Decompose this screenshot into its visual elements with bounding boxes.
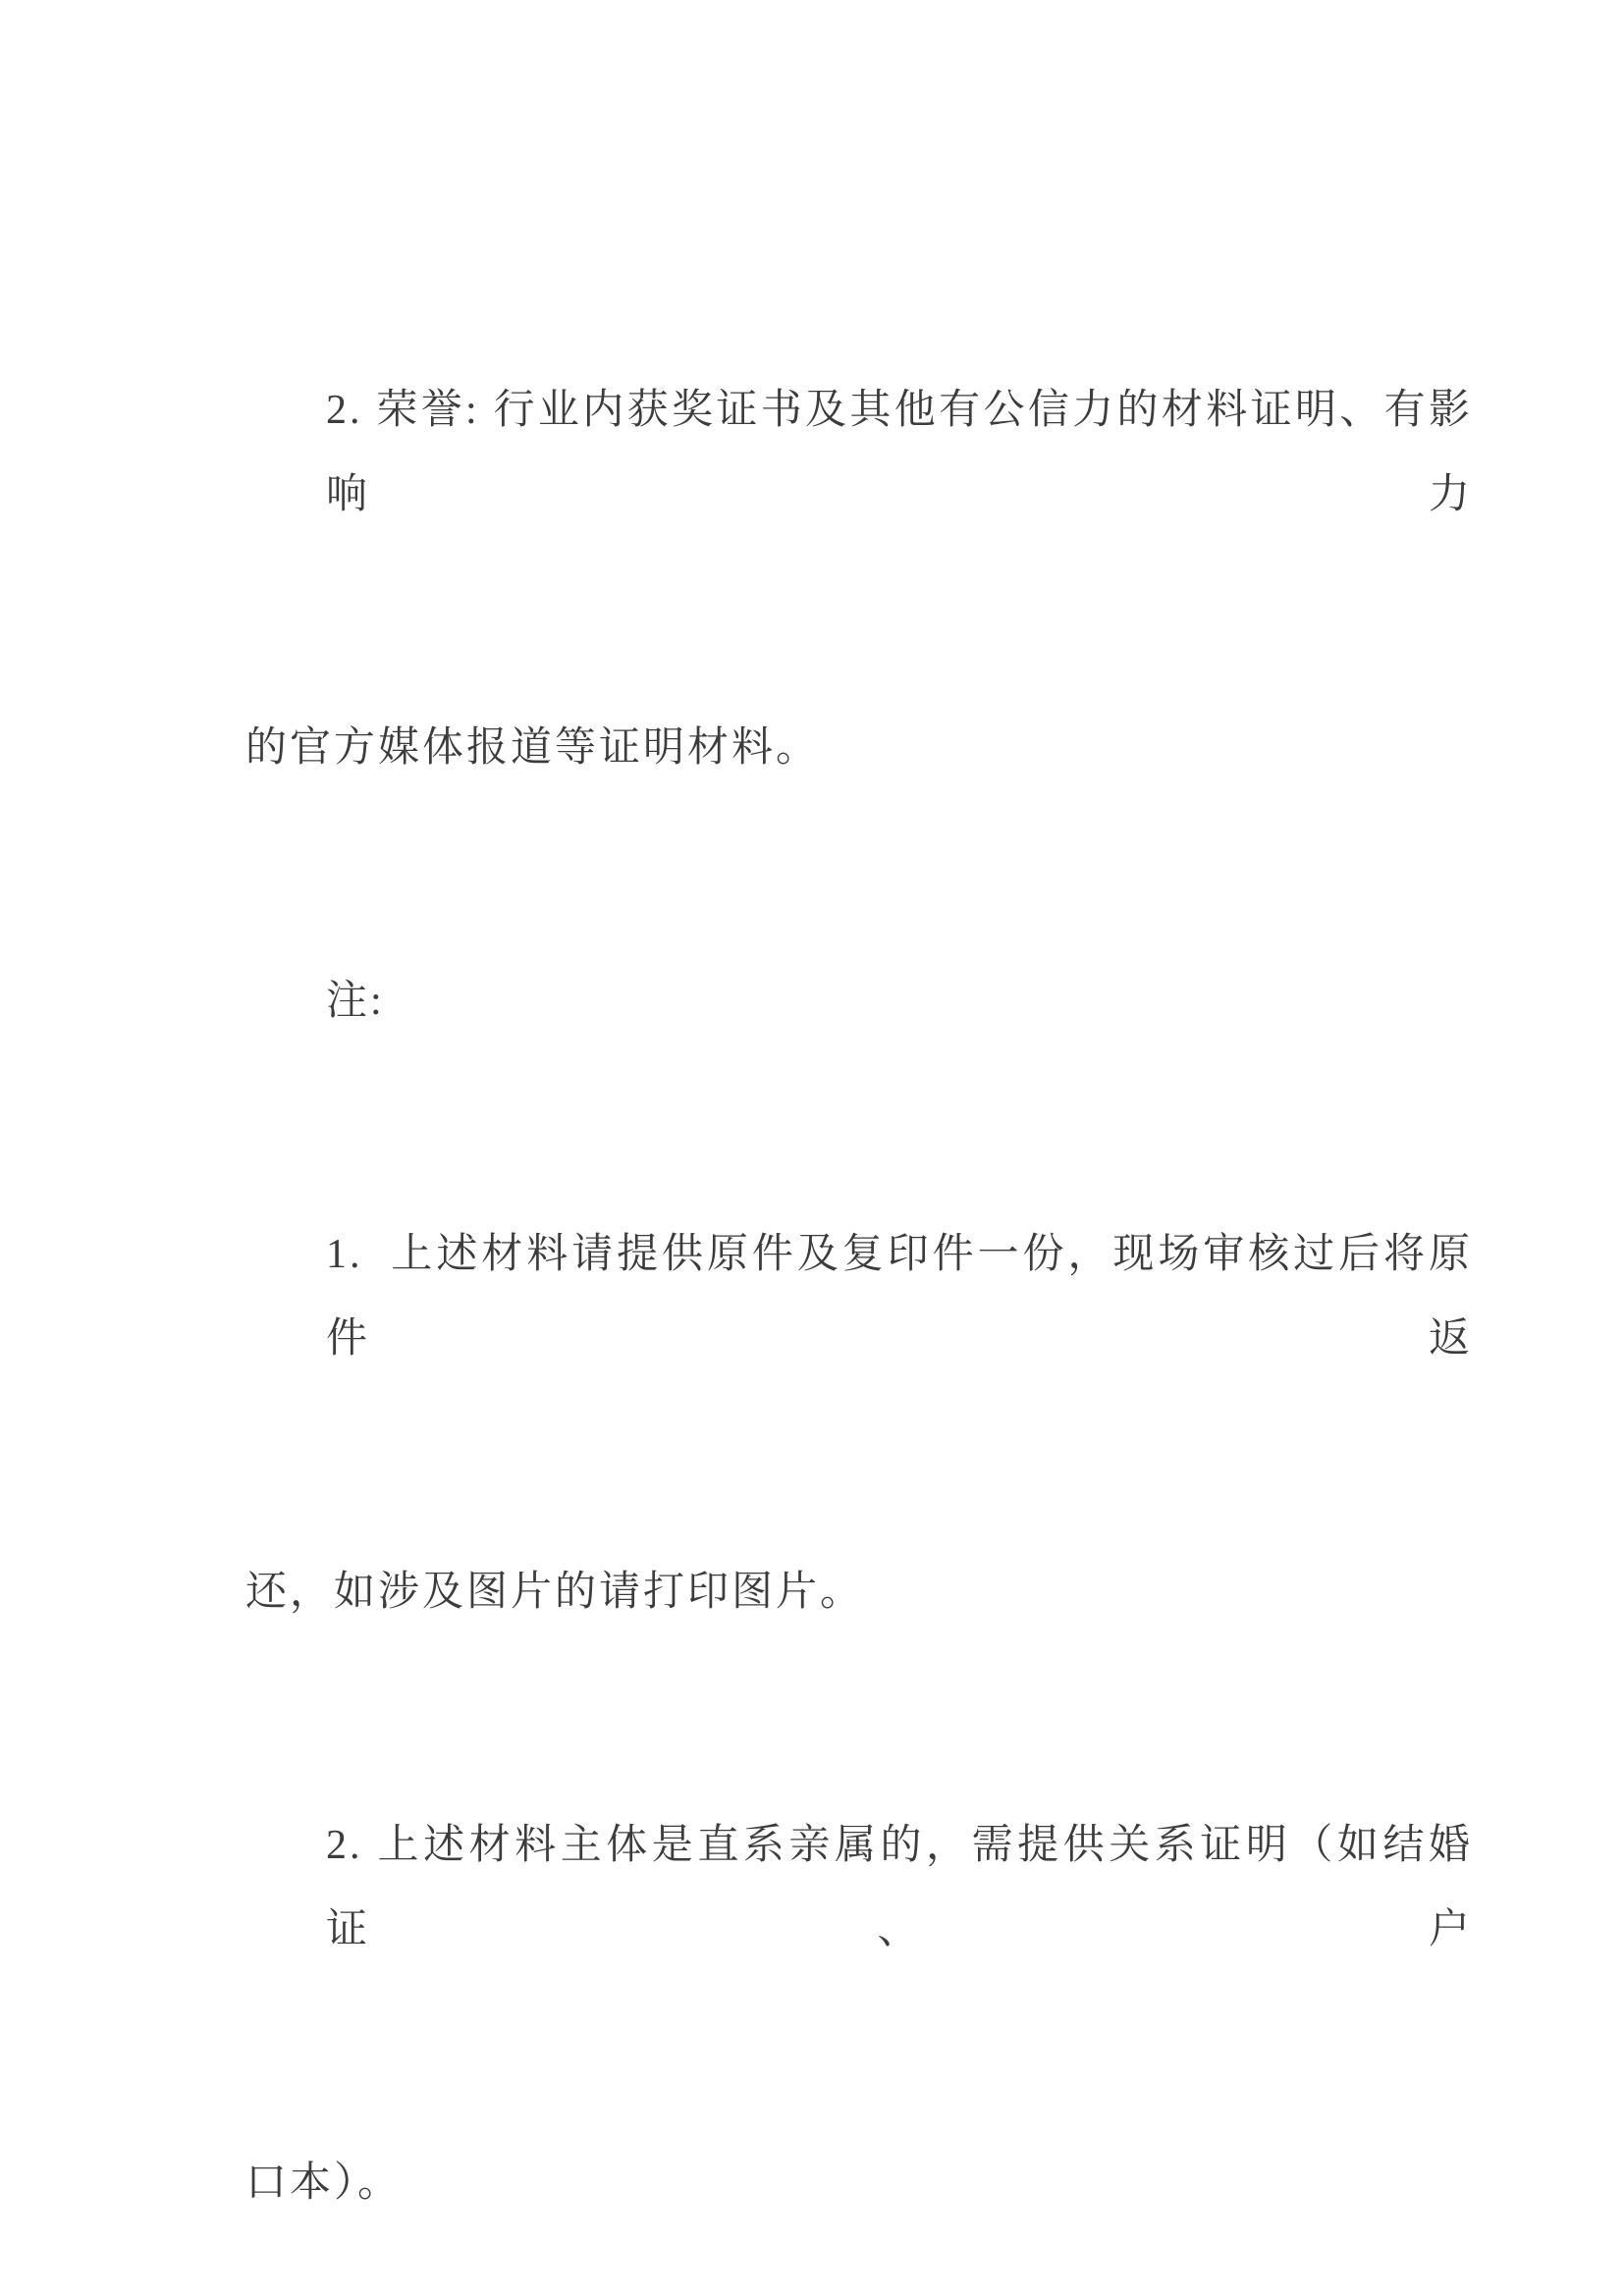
document-line: 2. 荣誉: 行业内获奖证书及其他有公信力的材料证明、有影响力: [326, 388, 1473, 517]
document-line: 还，如涉及图片的请打印图片。: [245, 1570, 865, 1615]
document-line: 1. 上述材料请提供原件及复印件一份，现场审核过后将原件返: [326, 1232, 1473, 1362]
document-line: 口本）。: [245, 2161, 403, 2206]
document-line: 注:: [326, 979, 385, 1024]
document-body: [245, 199, 1473, 2296]
document-line: 的官方媒体报道等证明材料。: [245, 725, 821, 771]
document-line: 2. 上述材料主体是直系亲属的，需提供关系证明（如结婚证、户: [326, 1823, 1473, 1952]
